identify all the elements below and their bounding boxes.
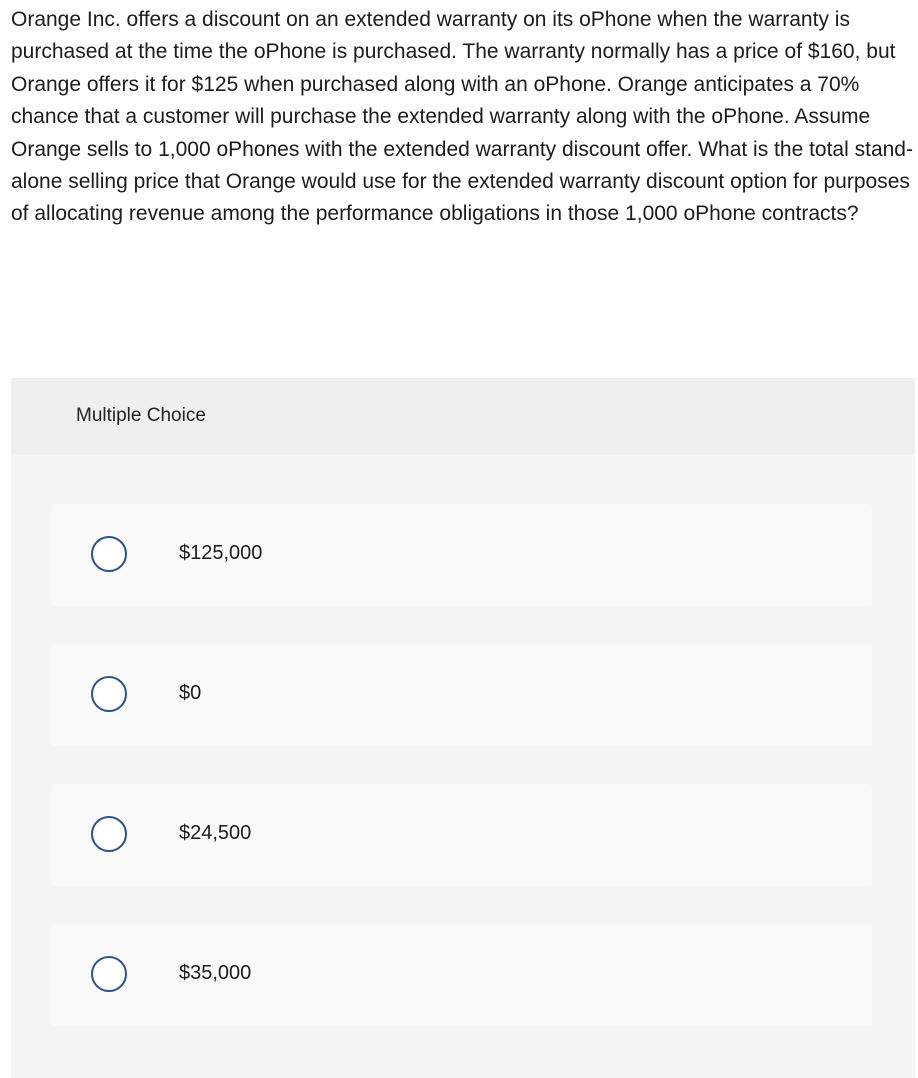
answer-option-label: $24,500 <box>179 822 252 844</box>
answer-option[interactable] <box>51 784 872 886</box>
question-text: Orange Inc. offers a discount on an extended warranty on its oPhone when the warranty is purchased at the time the oPhone is purchased. The warranty normally has a price of $160, but Orange offers it for $125 when purchased along with an oPhone. Orange anticipates a 70% chance that a customer will purchase the extended warranty along with the oPhone. Assume Orange sells to 1,000 oPhones with the extended warranty discount offer. What is the total stand-alone selling price that Orange would use for the extended warranty discount option for purposes of allocating revenue among the performance obligations in those 1,000 oPhone contracts? <box>11 8 913 226</box>
answer-option[interactable] <box>51 644 872 746</box>
radio-button-icon[interactable] <box>91 676 127 712</box>
radio-button-icon[interactable] <box>91 816 127 852</box>
answer-option-label: $125,000 <box>179 542 263 564</box>
radio-button-icon[interactable] <box>91 536 127 572</box>
multiple-choice-title: Multiple Choice <box>76 405 206 426</box>
answer-option[interactable] <box>51 504 872 606</box>
answer-option[interactable] <box>51 924 872 1026</box>
answer-options <box>51 504 872 1064</box>
answer-option-label: $35,000 <box>179 962 252 984</box>
answer-option-label: $0 <box>179 682 202 704</box>
multiple-choice-header <box>11 378 915 455</box>
radio-button-icon[interactable] <box>91 956 127 992</box>
multiple-choice-panel <box>11 378 915 1078</box>
